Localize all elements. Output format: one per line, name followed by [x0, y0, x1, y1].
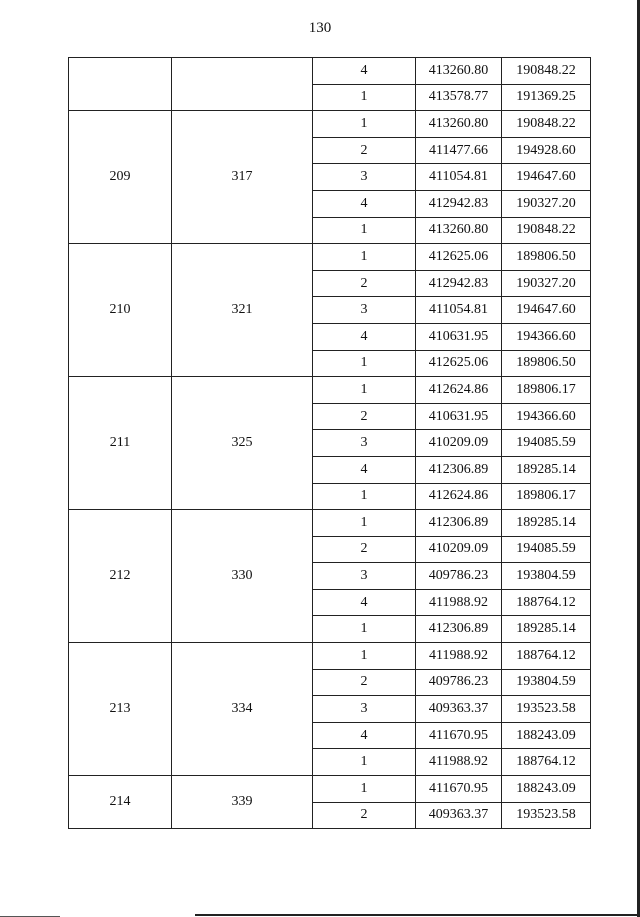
point-number-cell: 1	[313, 217, 416, 244]
y-coordinate-cell: 193804.59	[502, 669, 591, 696]
table-row	[69, 510, 591, 537]
y-coordinate-cell: 189806.17	[502, 483, 591, 510]
point-number-cell: 2	[313, 802, 416, 829]
y-coordinate-cell: 190848.22	[502, 58, 591, 85]
table-row	[69, 244, 591, 271]
point-number-cell: 4	[313, 589, 416, 616]
y-coordinate-cell: 194647.60	[502, 297, 591, 324]
y-coordinate-cell: 189806.50	[502, 244, 591, 271]
y-coordinate-cell: 188764.12	[502, 643, 591, 670]
x-coordinate-cell: 412625.06	[416, 350, 502, 377]
y-coordinate-cell: 194928.60	[502, 137, 591, 164]
y-coordinate-cell: 194366.60	[502, 323, 591, 350]
plot-number-cell: 317	[172, 111, 313, 244]
group-number-cell: 212	[69, 510, 172, 643]
point-number-cell: 1	[313, 111, 416, 138]
x-coordinate-cell: 411670.95	[416, 776, 502, 803]
y-coordinate-cell: 194366.60	[502, 403, 591, 430]
table-row	[69, 111, 591, 138]
point-number-cell: 2	[313, 669, 416, 696]
y-coordinate-cell: 188243.09	[502, 776, 591, 803]
group-number-cell: 211	[69, 377, 172, 510]
x-coordinate-cell: 412624.86	[416, 483, 502, 510]
x-coordinate-cell: 411988.92	[416, 589, 502, 616]
scan-edge-bottom	[195, 914, 640, 916]
point-number-cell: 4	[313, 456, 416, 483]
table-row	[69, 643, 591, 670]
point-number-cell: 3	[313, 696, 416, 723]
point-number-cell: 4	[313, 190, 416, 217]
table-row	[69, 776, 591, 803]
x-coordinate-cell: 412306.89	[416, 616, 502, 643]
x-coordinate-cell: 412306.89	[416, 456, 502, 483]
coordinates-table-body	[69, 58, 591, 829]
y-coordinate-cell: 189285.14	[502, 616, 591, 643]
point-number-cell: 1	[313, 84, 416, 111]
x-coordinate-cell: 412942.83	[416, 190, 502, 217]
plot-number-cell: 321	[172, 244, 313, 377]
y-coordinate-cell: 190848.22	[502, 217, 591, 244]
point-number-cell: 1	[313, 616, 416, 643]
x-coordinate-cell: 409786.23	[416, 669, 502, 696]
plot-number-cell	[172, 58, 313, 111]
plot-number-cell: 330	[172, 510, 313, 643]
x-coordinate-cell: 410631.95	[416, 323, 502, 350]
y-coordinate-cell: 194085.59	[502, 430, 591, 457]
y-coordinate-cell: 189806.50	[502, 350, 591, 377]
table-row	[69, 377, 591, 404]
y-coordinate-cell: 189285.14	[502, 510, 591, 537]
y-coordinate-cell: 193523.58	[502, 802, 591, 829]
table-row	[69, 58, 591, 85]
point-number-cell: 3	[313, 430, 416, 457]
y-coordinate-cell: 191369.25	[502, 84, 591, 111]
y-coordinate-cell: 190327.20	[502, 270, 591, 297]
group-number-cell	[69, 58, 172, 111]
x-coordinate-cell: 412625.06	[416, 244, 502, 271]
point-number-cell: 4	[313, 722, 416, 749]
plot-number-cell: 325	[172, 377, 313, 510]
point-number-cell: 2	[313, 403, 416, 430]
point-number-cell: 1	[313, 643, 416, 670]
plot-number-cell: 334	[172, 643, 313, 776]
x-coordinate-cell: 409363.37	[416, 696, 502, 723]
group-number-cell: 213	[69, 643, 172, 776]
y-coordinate-cell: 188243.09	[502, 722, 591, 749]
x-coordinate-cell: 412624.86	[416, 377, 502, 404]
x-coordinate-cell: 413260.80	[416, 58, 502, 85]
y-coordinate-cell: 189806.17	[502, 377, 591, 404]
x-coordinate-cell: 411477.66	[416, 137, 502, 164]
point-number-cell: 2	[313, 270, 416, 297]
group-number-cell: 214	[69, 776, 172, 829]
x-coordinate-cell: 413578.77	[416, 84, 502, 111]
x-coordinate-cell: 413260.80	[416, 217, 502, 244]
point-number-cell: 3	[313, 297, 416, 324]
point-number-cell: 1	[313, 483, 416, 510]
y-coordinate-cell: 193804.59	[502, 563, 591, 590]
x-coordinate-cell: 413260.80	[416, 111, 502, 138]
x-coordinate-cell: 410631.95	[416, 403, 502, 430]
point-number-cell: 3	[313, 164, 416, 191]
x-coordinate-cell: 411054.81	[416, 164, 502, 191]
coordinates-table	[68, 57, 591, 829]
y-coordinate-cell: 190327.20	[502, 190, 591, 217]
x-coordinate-cell: 409363.37	[416, 802, 502, 829]
x-coordinate-cell: 411670.95	[416, 722, 502, 749]
point-number-cell: 1	[313, 350, 416, 377]
x-coordinate-cell: 410209.09	[416, 536, 502, 563]
point-number-cell: 1	[313, 244, 416, 271]
y-coordinate-cell: 188764.12	[502, 749, 591, 776]
y-coordinate-cell: 193523.58	[502, 696, 591, 723]
x-coordinate-cell: 412306.89	[416, 510, 502, 537]
point-number-cell: 3	[313, 563, 416, 590]
group-number-cell: 210	[69, 244, 172, 377]
y-coordinate-cell: 194085.59	[502, 536, 591, 563]
point-number-cell: 1	[313, 510, 416, 537]
point-number-cell: 4	[313, 323, 416, 350]
point-number-cell: 4	[313, 58, 416, 85]
point-number-cell: 1	[313, 749, 416, 776]
point-number-cell: 2	[313, 137, 416, 164]
page-number: 130	[308, 20, 332, 36]
x-coordinate-cell: 411988.92	[416, 643, 502, 670]
point-number-cell: 2	[313, 536, 416, 563]
x-coordinate-cell: 410209.09	[416, 430, 502, 457]
y-coordinate-cell: 189285.14	[502, 456, 591, 483]
x-coordinate-cell: 411054.81	[416, 297, 502, 324]
y-coordinate-cell: 190848.22	[502, 111, 591, 138]
group-number-cell: 209	[69, 111, 172, 244]
plot-number-cell: 339	[172, 776, 313, 829]
x-coordinate-cell: 412942.83	[416, 270, 502, 297]
point-number-cell: 1	[313, 377, 416, 404]
y-coordinate-cell: 188764.12	[502, 589, 591, 616]
point-number-cell: 1	[313, 776, 416, 803]
y-coordinate-cell: 194647.60	[502, 164, 591, 191]
x-coordinate-cell: 411988.92	[416, 749, 502, 776]
x-coordinate-cell: 409786.23	[416, 563, 502, 590]
